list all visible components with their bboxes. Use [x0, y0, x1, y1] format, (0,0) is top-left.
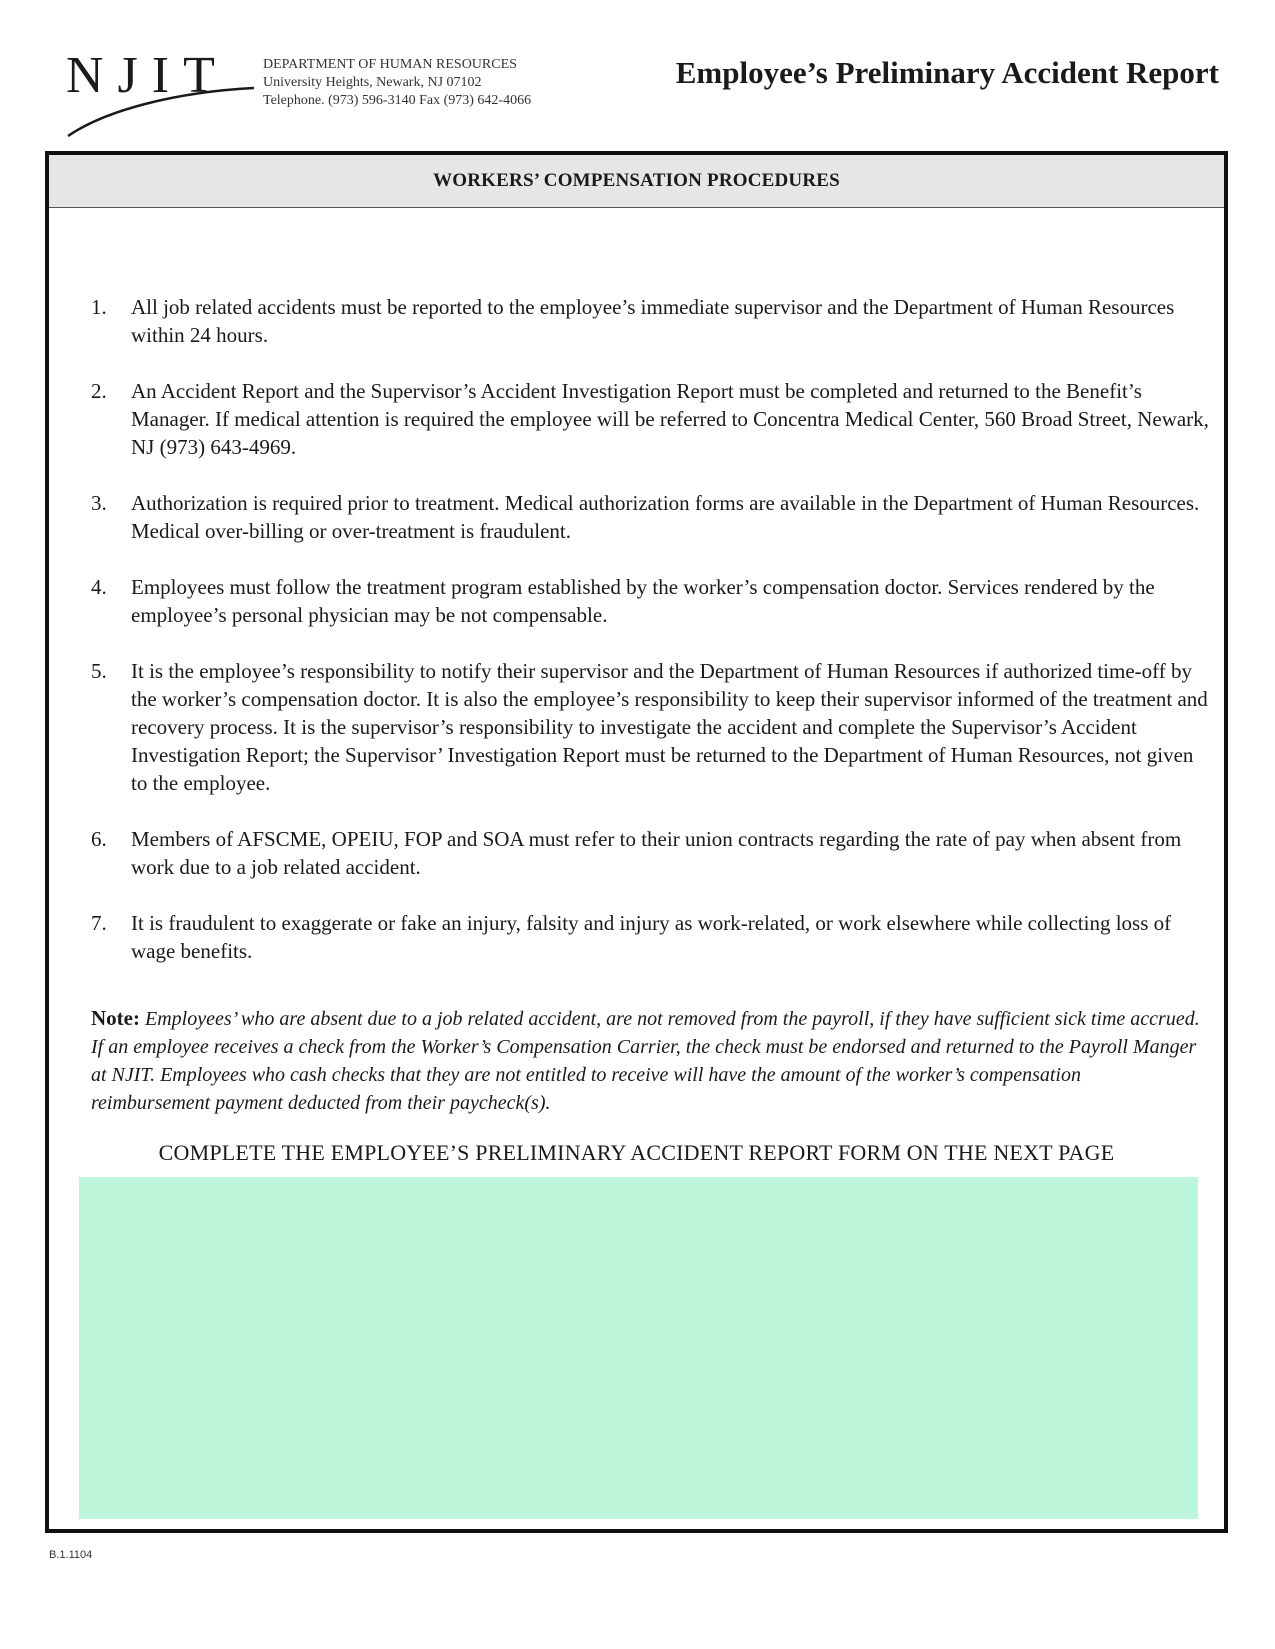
procedure-text: Employees must follow the treatment program established by the worker’s compensation doctor. Services rendered by the employee’s personal physician may be not compensable.: [131, 575, 1155, 627]
note-paragraph: [91, 1004, 1201, 1117]
note-text: Employees’ who are absent due to a job related accident, are not removed from the payroll, if they have sufficient sick time accrued. If an employee receives a check from the Worker’s Compensation Carrier, the check must be endorsed and returned to the Payroll Manger at NJIT. Employees who cash checks that they are not entitled to receive will have the amount of the worker’s compensation reimbursement payment deducted from their paycheck(s).: [91, 1008, 1200, 1114]
page-header: [0, 0, 1275, 150]
procedures-list: [91, 293, 1211, 993]
procedure-item: [91, 657, 1211, 797]
procedure-number: 3.: [91, 491, 107, 515]
department-address: University Heights, Newark, NJ 07102: [263, 75, 482, 90]
procedure-text: Members of AFSCME, OPEIU, FOP and SOA must refer to their union contracts regarding the rate of pay when absent from work due to a job related accident.: [131, 827, 1182, 879]
form-fill-area[interactable]: [79, 1177, 1198, 1519]
procedure-item: [91, 293, 1211, 349]
note-label: Note:: [91, 1006, 140, 1030]
procedure-text: All job related accidents must be reported to the employee’s immediate supervisor and the Department of Human Resources within 24 hours.: [131, 295, 1175, 347]
procedure-text: It is the employee’s responsibility to notify their supervisor and the Department of Human Resources if authorized time-off by the worker’s compensation doctor. It is also the employee’s responsibility to keep their supervisor informed of the treatment and recovery process. It is the supervisor’s responsibility to investigate the accident and complete the Supervisor’s Accident Investigation Report; the Supervisor’ Investigation Report must be returned to the Department of Human Resources, not given to the employee.: [131, 659, 1208, 795]
department-info: [263, 56, 531, 110]
department-contact: Telephone. (973) 596-3140 Fax (973) 642-4066: [263, 93, 532, 108]
procedure-text: Authorization is required prior to treatment. Medical authorization forms are available in the Department of Human Resources. Medical over-billing or over-treatment is fraudulent.: [131, 491, 1200, 543]
procedure-item: [91, 573, 1211, 629]
njit-logo: [66, 48, 256, 140]
section-heading: WORKERS’ COMPENSATION PROCEDURES: [49, 155, 1224, 208]
procedure-number: 5.: [91, 659, 107, 683]
logo-letters: NJIT: [66, 47, 229, 104]
procedure-item: [91, 909, 1211, 965]
procedure-item: [91, 377, 1211, 461]
procedure-text: It is fraudulent to exaggerate or fake an injury, falsity and injury as work-related, or work elsewhere while collecting loss of wage benefits.: [131, 911, 1172, 963]
document-title: Employee’s Preliminary Accident Report: [675, 55, 1219, 90]
procedure-number: 1.: [91, 295, 107, 319]
procedure-number: 7.: [91, 911, 107, 935]
procedures-box: [45, 151, 1228, 1533]
procedure-number: 2.: [91, 379, 107, 403]
procedure-number: 4.: [91, 575, 107, 599]
procedure-item: [91, 825, 1211, 881]
logo-swoosh-icon: [66, 48, 256, 140]
next-page-notice: COMPLETE THE EMPLOYEE’S PRELIMINARY ACCIDENT REPORT FORM ON THE NEXT PAGE: [158, 1140, 1115, 1165]
department-name: DEPARTMENT OF HUMAN RESOURCES: [263, 57, 517, 72]
procedure-item: [91, 489, 1211, 545]
procedure-text: An Accident Report and the Supervisor’s Accident Investigation Report must be completed and returned to the Benefit’s Manager. If medical attention is required the employee will be referred to Concentra Medical Center, 560 Broad Street, Newark, NJ (973) 643-4969.: [131, 379, 1209, 459]
form-code: B.1.1104: [49, 1549, 93, 1561]
procedure-number: 6.: [91, 827, 107, 851]
